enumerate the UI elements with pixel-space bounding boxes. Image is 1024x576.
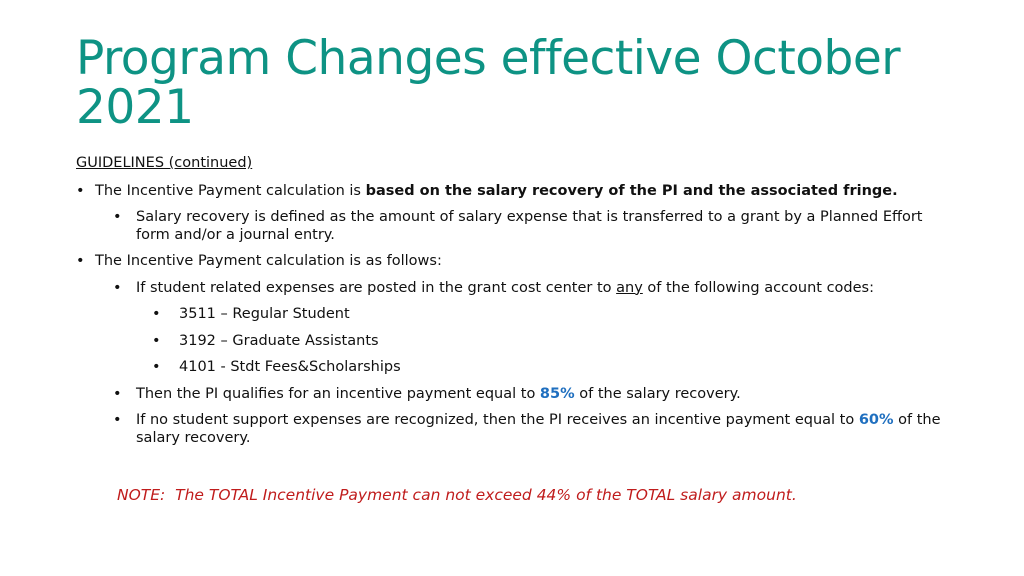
percent-60: 60%	[858, 412, 894, 428]
student-expenses-underlined: any	[616, 279, 643, 296]
account-code-text: 4101 - Stdt Fees&Scholarships	[179, 359, 401, 375]
bullet-salary-basis	[76, 183, 956, 201]
bullet-calculation-text: The Incentive Payment calculation is as follows:	[95, 253, 442, 269]
bullet-dot: •	[152, 306, 161, 322]
account-code-item	[152, 332, 956, 351]
bullet-dot: •	[113, 279, 122, 296]
bullet-dot: •	[113, 209, 122, 225]
slide-title: Program Changes effective October 2021	[76, 31, 901, 135]
account-code-item	[152, 306, 956, 324]
account-code-text: 3511 – Regular Student	[179, 306, 350, 322]
60-percent-text-before: If no student support expenses are recognized, then the PI receives an incentive payment equal to	[136, 412, 859, 428]
total-cap-note: NOTE: The TOTAL Incentive Payment can not exceed 44% of the TOTAL salary amount.	[117, 486, 797, 504]
bullet-calculation	[76, 253, 956, 271]
slide-body	[76, 155, 956, 456]
bullet-dot: •	[113, 385, 122, 402]
bullet-salary-basis-text: The Incentive Payment calculation is	[95, 182, 366, 199]
student-expenses-text-after: of the following account codes:	[642, 279, 874, 296]
bullet-dot: •	[113, 412, 122, 428]
student-expenses-text-before: If student related expenses are posted in the grant cost center to	[136, 279, 617, 296]
60-percent-text-after: of the salary recovery.	[136, 412, 941, 446]
bullet-dot: •	[76, 253, 85, 269]
sub-bullet-85-percent	[113, 385, 956, 404]
account-code-item	[152, 359, 956, 377]
85-percent-text-before: Then the PI qualifies for an incentive payment equal to	[136, 385, 540, 402]
sub-bullet-student-expenses	[113, 279, 956, 298]
bullet-dot: •	[152, 332, 161, 349]
85-percent-text-after: of the salary recovery.	[574, 385, 741, 402]
bullet-dot: •	[76, 182, 85, 199]
percent-85: 85%	[539, 385, 575, 402]
account-code-text: 3192 – Graduate Assistants	[179, 332, 379, 349]
bullet-salary-basis-bold: based on the salary recovery of the PI and the associated fringe.	[365, 182, 898, 199]
bullet-dot: •	[152, 359, 161, 375]
sub-bullet-60-percent	[113, 412, 956, 447]
sub-bullet-salary-recovery	[113, 209, 956, 244]
guidelines-heading: GUIDELINES (continued)	[76, 155, 253, 171]
sub-bullet-salary-recovery-text: Salary recovery is defined as the amount of salary expense that is transferred to a grant by a Planned Effort form and/or a journal entry.	[136, 209, 923, 243]
